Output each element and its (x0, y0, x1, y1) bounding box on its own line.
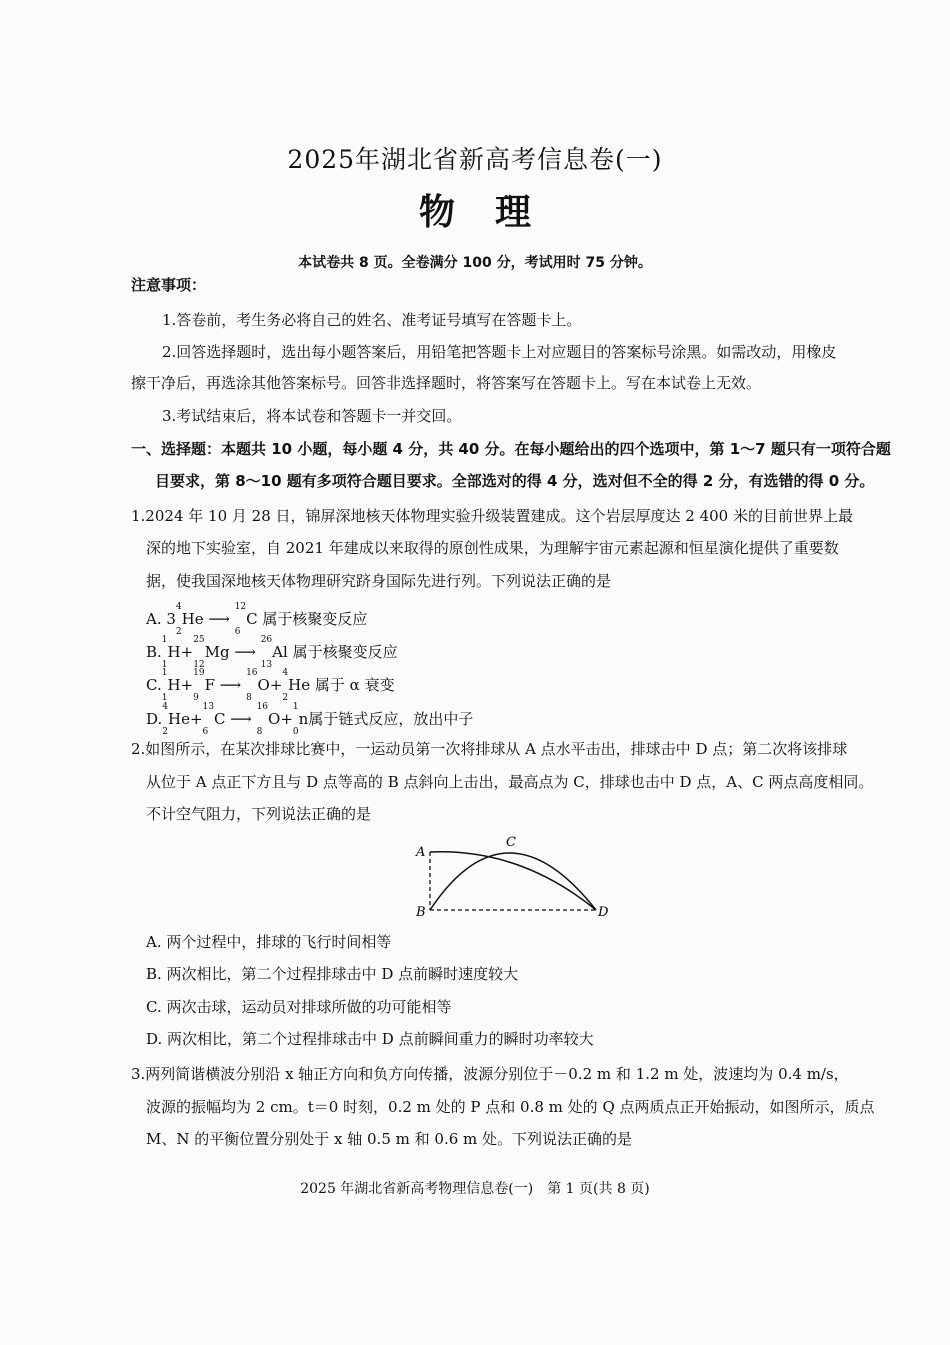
q1-option-b: B.$^1$ $_1$H+$^{25}$ $_{12}$Mg ⟶ $^{26}$ $_{13}$Al 属于核聚变反应 (146, 635, 398, 670)
page-footer: 2025 年湖北省新高考物理信息卷(一) 第 1 页(共 8 页) (300, 1181, 650, 1197)
q3-stem-3: M、N 的平衡位置分别处于 x 轴 0.5 m 和 0.6 m 处。下列说法正确的是 (146, 1130, 633, 1148)
trajectory-a-d (430, 852, 596, 910)
q2-stem-3: 不计空气阻力，下列说法正确的是 (146, 805, 372, 823)
option-a-text: 属于核聚变反应 (262, 610, 368, 628)
nuclide-h1: $^1$ $_1$ (161, 668, 168, 703)
notice-item-2-cont: 擦干净后，再选涂其他答案标号。回答非选择题时，将答案写在答题卡上。写在本试卷上无效。 (131, 374, 762, 392)
nuclide-c13: $^{13}$ $_6$ (202, 702, 214, 737)
label-a: A (416, 845, 426, 860)
arrow-icon: ⟶ (230, 710, 252, 728)
arrow-icon: ⟶ (219, 676, 242, 694)
subject-title: 物理 (418, 192, 571, 233)
label-c: C (506, 835, 516, 850)
nuclide-he4: $^4$ $_2$ (175, 602, 182, 637)
q1-option-d: D.$^4$ $_2$He+$^{13}$ $_6$C ⟶ $^{16}$ $_8$O+$^1$ $_0$n属于链式反应，放出中子 (146, 702, 474, 737)
exam-info: 本试卷共 8 页。全卷满分 100 分，考试用时 75 分钟。 (298, 255, 652, 271)
q1-stem-3: 据，使我国深地核天体物理研究跻身国际先进行列。下列说法正确的是 (146, 572, 612, 590)
q2-option-c: C. 两次击球，运动员对排球所做的功可能相等 (146, 998, 452, 1016)
nuclide-he4: $^4$ $_2$ (162, 702, 168, 737)
q1-stem-1: 1.2024 年 10 月 28 日，锦屏深地核天体物理实验升级装置建成。这个岩层厚度达 2 400 米的目前世界上最 (131, 507, 853, 525)
notice-item-1: 1.答卷前，考生务必将自己的姓名、准考证号填写在答题卡上。 (162, 311, 582, 329)
nuclide-c12: $^{12}$ $_6$ (234, 602, 247, 637)
label-d: D (598, 905, 609, 920)
q3-stem-2: 波源的振幅均为 2 cm。t＝0 时刻，0.2 m 处的 P 点和 0.8 m 处的 Q 点两质点正开始振动，如图所示，质点 (146, 1098, 875, 1116)
section1-line2: 目要求，第 8～10 题有多项符合题目要求。全部选对的得 4 分，选对但不全的得 2 分，有选错的得 0 分。 (155, 472, 875, 490)
q1-stem-2: 深的地下实验室，自 2021 年建成以来取得的原创性成果，为理解宇宙元素起源和恒星演化提供了重要数 (146, 539, 839, 557)
q3-stem-1: 3.两列简谐横波分别沿 x 轴正方向和负方向传播，波源分别位于－0.2 m 和 1.2 m 处，波速均为 0.4 m/s， (131, 1065, 849, 1083)
q2-option-d: D. 两次相比，第二个过程排球击中 D 点前瞬间重力的瞬时功率较大 (146, 1030, 594, 1048)
option-a-prefix: A. 3 (146, 610, 176, 628)
section1-line1: 一、选择题：本题共 10 小题，每小题 4 分，共 40 分。在每小题给出的四个选项中，第 1～7 题只有一项符合题 (131, 440, 891, 458)
nuclide-h1: $^1$ $_1$ (161, 635, 168, 670)
q1-option-a: A. $3^4$ $_2$He ⟶ $^{12}$ $_6$C 属于核聚变反应 (146, 602, 368, 637)
arrow-icon: ⟶ (234, 643, 256, 661)
nuclide-al26: $^{26}$ $_{13}$ (260, 635, 273, 670)
notice-heading: 注意事项： (131, 276, 207, 294)
nuclide-f19: $^{19}$ $_9$ (193, 668, 205, 703)
nuclide-n1: $^1$ $_0$ (292, 702, 299, 737)
nuclide-mg25: $^{25}$ $_{12}$ (193, 635, 205, 670)
label-b: B (416, 905, 426, 920)
exam-title: 2025年湖北省新高考信息卷(一) (287, 145, 663, 174)
q2-option-a: A. 两个过程中，排球的飞行时间相等 (146, 933, 392, 951)
q2-option-b: B. 两次相比，第二个过程排球击中 D 点前瞬时速度较大 (146, 965, 519, 983)
q2-stem-1: 2.如图所示，在某次排球比赛中，一运动员第一次将排球从 A 点水平击出，排球击中 D 点；第二次将该排球 (131, 740, 848, 758)
q2-stem-2: 从位于 A 点正下方且与 D 点等高的 B 点斜向上击出，最高点为 C，排球也击中 D 点，A、C 两点高度相同。 (146, 773, 874, 791)
nuclide-o16: $^{16}$ $_8$ (246, 668, 258, 703)
trajectory-b-c-d (430, 853, 596, 910)
notice-item-3: 3.考试结束后，将本试卷和答题卡一并交回。 (162, 407, 462, 425)
nuclide-o16: $^{16}$ $_8$ (256, 702, 269, 737)
q1-option-c: C.$^1$ $_1$H+$^{19}$ $_9$F ⟶ $^{16}$ $_8$O+$^4$ $_2$He 属于 α 衰变 (146, 668, 395, 703)
notice-item-2: 2.回答选择题时，选出每小题答案后，用铅笔把答题卡上对应题目的答案标号涂黑。如需改动，用橡皮 (162, 343, 837, 361)
nuclide-he4: $^4$ $_2$ (282, 668, 289, 703)
arrow-icon: ⟶ (208, 610, 230, 628)
q2-trajectory-figure (410, 832, 620, 922)
